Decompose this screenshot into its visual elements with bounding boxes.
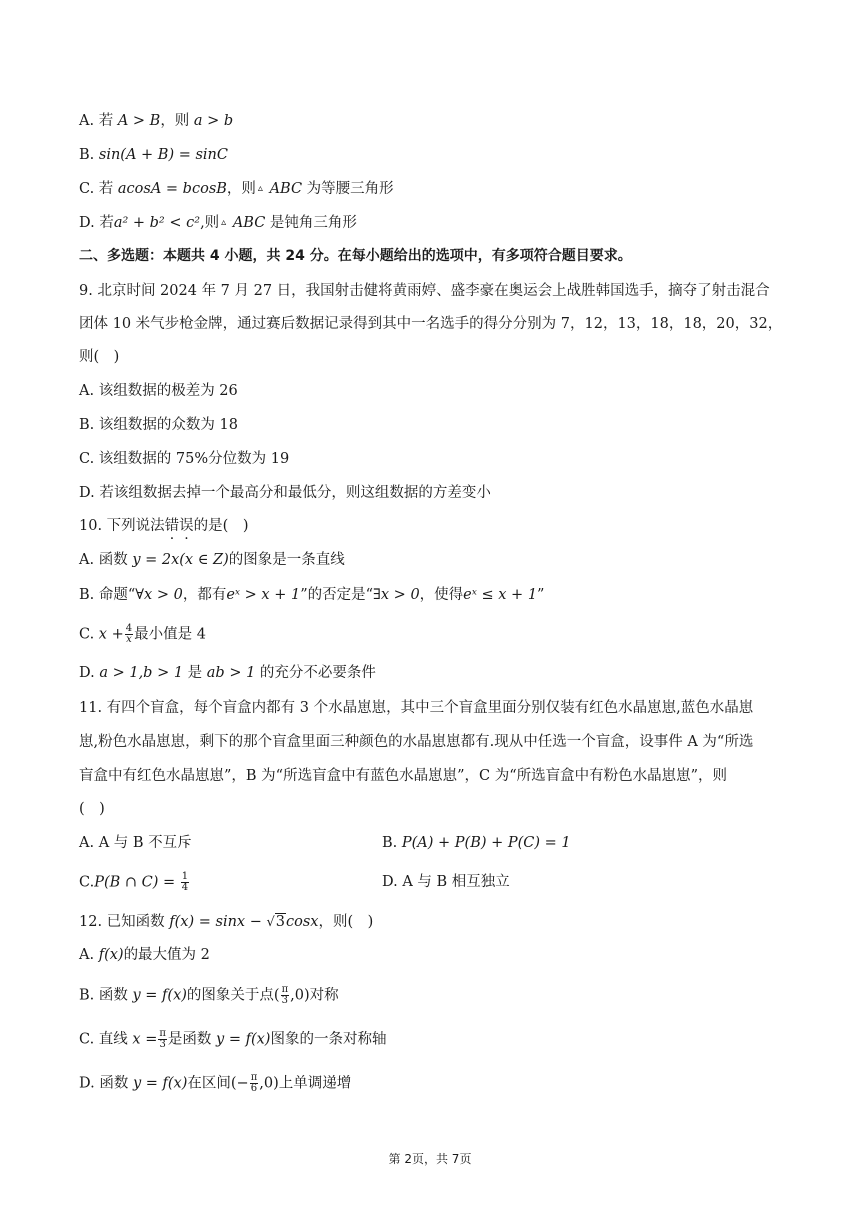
q12-option-b <box>79 985 800 1006</box>
numerator: 1 <box>181 871 189 882</box>
math: y = 2x(x ∈ Z) <box>132 552 229 568</box>
q9-option-b: B. 该组数据的众数为 18 <box>79 417 238 433</box>
math: eˣ ≤ x + 1 <box>463 587 538 603</box>
math: x + <box>98 626 124 643</box>
q10-stem <box>79 516 800 536</box>
text: ,0)对称 <box>290 987 339 1004</box>
denominator: x <box>126 634 132 645</box>
q9-option-c: C. 该组数据的 75%分位数为 19 <box>79 451 290 467</box>
text: 最小值是 4 <box>134 626 206 643</box>
label: B. <box>382 835 398 851</box>
text: ，则( ) <box>318 914 374 930</box>
label: B. <box>79 147 95 163</box>
q12-option-a <box>79 945 800 965</box>
q11-stem-line4: ( ) <box>79 801 105 817</box>
math: acosA = bcosB <box>117 181 227 197</box>
denominator: 3 <box>159 1039 166 1050</box>
math: a² + b² < c² <box>113 215 201 231</box>
math: P(A) + P(B) + P(C) = 1 <box>401 835 571 851</box>
math: A > B <box>117 113 161 129</box>
text: 的是( ) <box>193 518 249 534</box>
math: eˣ > x + 1 <box>226 587 301 603</box>
text: 10. 下列说法 <box>79 518 165 534</box>
math: f(x) <box>98 947 124 963</box>
label: D. <box>79 665 95 681</box>
text: 的图象是一条直线 <box>228 552 345 568</box>
q11-stem-line1: 11. 有四个盲盒，每个盲盒内都有 3 个水晶崽崽，其中三个盲盒里面分别仅装有红色水晶崽崽,蓝色水晶崽 <box>79 700 754 716</box>
fraction <box>181 872 189 893</box>
q12-option-d <box>79 1073 800 1094</box>
text: ,则 <box>200 215 220 231</box>
math: ABC <box>269 181 303 197</box>
label: B. 命题“ <box>79 587 136 603</box>
denominator: 6 <box>250 1083 258 1094</box>
text: 是钝角三角形 <box>269 215 357 231</box>
math: a > 1,b > 1 <box>99 665 184 681</box>
minus-sign: − <box>236 1075 249 1092</box>
emphasis-text: 误 <box>179 518 194 534</box>
emphasis-text: 错 <box>164 518 180 534</box>
math: f(x) = sinx − <box>169 914 262 930</box>
triangle-symbol: ▵ <box>257 183 263 194</box>
math: y = f(x) <box>132 1075 188 1092</box>
fraction <box>281 985 290 1006</box>
q8-option-a <box>79 111 800 131</box>
page-footer: 第 2页，共 7页 <box>388 1152 472 1166</box>
math: P(B ∩ C) = <box>94 874 176 891</box>
label: C. 若 <box>79 181 114 197</box>
text: ，则 <box>226 181 256 197</box>
text: ，都有 <box>182 587 227 603</box>
math: cosx <box>286 914 319 930</box>
q11-option-d: D. A 与 B 相互独立 <box>382 874 510 890</box>
q8-option-c <box>79 179 800 199</box>
q11-option-a: A. A 与 B 不互斥 <box>79 835 192 851</box>
fraction <box>125 624 133 645</box>
q9-option-d: D. 若该组数据去掉一个最高分和最低分，则这组数据的方差变小 <box>79 485 491 501</box>
q11-stem-line2: 崽,粉色水晶崽崽，剩下的那个盲盒里面三种颜色的水晶崽崽都有.现从中任选一个盲盒，设事件 A 为“所选 <box>79 734 754 750</box>
math: sin(A + B) = sinC <box>98 147 228 163</box>
text: 图象的一条对称轴 <box>270 1031 387 1048</box>
text: ” <box>537 587 545 603</box>
text: 为等腰三角形 <box>306 181 394 197</box>
label: B. 函数 <box>79 987 128 1004</box>
text: ，则 <box>160 113 190 129</box>
label: C. <box>79 874 95 891</box>
q9-stem-line3: 则( ) <box>79 349 120 365</box>
math: ab > 1 <box>206 665 256 681</box>
text: 的图象关于点( <box>186 987 280 1004</box>
text: ，使得 <box>419 587 464 603</box>
label: A. <box>79 947 95 963</box>
numerator: π <box>281 984 289 995</box>
text: ,0)上单调递增 <box>259 1075 352 1092</box>
label: A. 若 <box>79 113 114 129</box>
label: D. 若 <box>79 215 114 231</box>
sqrt-radicand: 3 <box>275 914 286 930</box>
text: 是函数 <box>167 1031 212 1048</box>
section-heading: 二、多选题：本题共 4 小题，共 24 分。在每小题给出的选项中，有多项符合题目要求。 <box>79 248 632 264</box>
math: ∀x > 0 <box>135 587 183 603</box>
q11-stem-line3: 盲盒中有红色水晶崽崽”，B 为“所选盲盒中有蓝色水晶崽崽”，C 为“所选盲盒中有粉色水晶崽崽”，则 <box>79 768 728 784</box>
numerator: π <box>250 1072 258 1083</box>
denominator: 3 <box>281 995 289 1006</box>
q11-option-b <box>382 833 571 853</box>
q10-option-b <box>79 585 800 605</box>
fraction <box>250 1073 259 1094</box>
label: A. 函数 <box>79 552 128 568</box>
text: 是 <box>187 665 203 681</box>
label: C. <box>79 626 95 643</box>
text: 12. 已知函数 <box>79 914 165 930</box>
math: ABC <box>232 215 266 231</box>
text: 在区间( <box>187 1075 237 1092</box>
q10-option-a <box>79 550 800 570</box>
numerator: 4 <box>125 623 133 634</box>
math: x = <box>132 1031 158 1048</box>
text: 的充分不必要条件 <box>259 665 376 681</box>
text: ”的否定是“ <box>300 587 374 603</box>
q10-option-d <box>79 663 800 683</box>
q9-option-a: A. 该组数据的极差为 26 <box>79 383 238 399</box>
math: a > b <box>193 113 234 129</box>
text: 的最大值为 2 <box>123 947 210 963</box>
label: C. 直线 <box>79 1031 128 1048</box>
denominator: 4 <box>181 882 189 893</box>
fraction <box>158 1029 167 1050</box>
q8-option-b <box>79 145 800 165</box>
label: D. 函数 <box>79 1075 129 1092</box>
sqrt-symbol: √ <box>266 915 275 930</box>
q10-option-c <box>79 624 800 645</box>
q12-stem <box>79 912 800 933</box>
math: ∃x > 0 <box>373 587 420 603</box>
q8-option-d <box>79 213 800 233</box>
triangle-symbol: ▵ <box>221 217 227 228</box>
math: y = f(x) <box>216 1031 271 1048</box>
numerator: π <box>159 1028 166 1039</box>
math: y = f(x) <box>132 987 187 1004</box>
q9-stem-line2: 团体 10 米气步枪金牌，通过赛后数据记录得到其中一名选手的得分分别为 7，12，13，18，18，20，32， <box>79 316 783 332</box>
q9-stem-line1: 9. 北京时间 2024 年 7 月 27 日，我国射击健将黄雨婷、盛李豪在奥运会上战胜韩国选手，摘夺了射击混合 <box>79 283 770 299</box>
q12-option-c <box>79 1029 800 1050</box>
